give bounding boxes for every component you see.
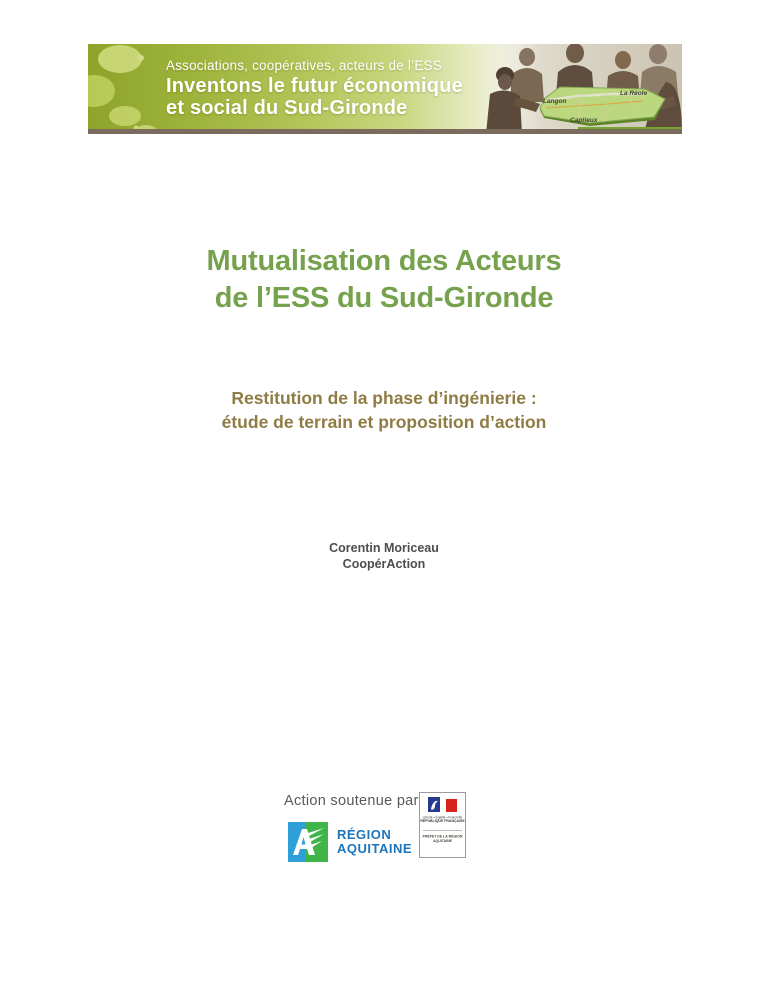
region-aquitaine-text bbox=[337, 828, 412, 856]
region-aquitaine-mark-icon bbox=[288, 822, 328, 862]
page-title bbox=[0, 243, 768, 317]
banner-bottom-strip bbox=[88, 129, 682, 134]
prefet-motto-block bbox=[420, 816, 465, 824]
page-title-line1: Mutualisation des Acteurs bbox=[206, 245, 562, 277]
prefet-divider bbox=[423, 830, 462, 831]
support-label: Action soutenue par bbox=[284, 793, 419, 809]
page-subtitle bbox=[0, 386, 768, 434]
region-aquitaine-logo bbox=[288, 822, 412, 862]
author-organization: CoopérAction bbox=[342, 556, 426, 571]
region-text-line2: AQUITAINE bbox=[337, 841, 413, 856]
prefet-republic: RÉPUBLIQUE FRANÇAISE bbox=[420, 819, 465, 823]
map-label-langon: Langon bbox=[543, 98, 567, 105]
page-subtitle-line2: étude de terrain et proposition d’action bbox=[221, 412, 547, 432]
map-label-la-reole: La Réole bbox=[620, 90, 648, 97]
region-text-line1: RÉGION bbox=[337, 827, 392, 842]
prefet-name-line2: AQUITAINE bbox=[433, 839, 452, 843]
prefet-motto: Liberté • Égalité • Fraternité bbox=[422, 816, 463, 820]
banner-headline-line1: Inventons le futur économique bbox=[166, 75, 463, 97]
author-name: Corentin Moriceau bbox=[329, 541, 439, 555]
banner-headline-line2: et social du Sud-Gironde bbox=[166, 97, 408, 119]
prefet-name-block bbox=[420, 835, 465, 844]
banner bbox=[88, 44, 682, 134]
banner-photo-people-around-map bbox=[478, 44, 682, 134]
french-republic-flag-icon bbox=[428, 797, 458, 814]
banner-text-block bbox=[166, 57, 463, 118]
map-label-captieux: Captieux bbox=[570, 117, 598, 124]
author-block bbox=[0, 541, 768, 572]
page-subtitle-line1: Restitution de la phase d’ingénierie : bbox=[231, 388, 537, 408]
page-title-line2: de l’ESS du Sud-Gironde bbox=[214, 282, 554, 314]
banner-tagline: Associations, coopératives, acteurs de l’ESS bbox=[166, 58, 442, 73]
prefet-name-line1: PRÉFET DE LA RÉGION bbox=[422, 835, 463, 839]
prefet-region-aquitaine-logo bbox=[419, 792, 466, 858]
